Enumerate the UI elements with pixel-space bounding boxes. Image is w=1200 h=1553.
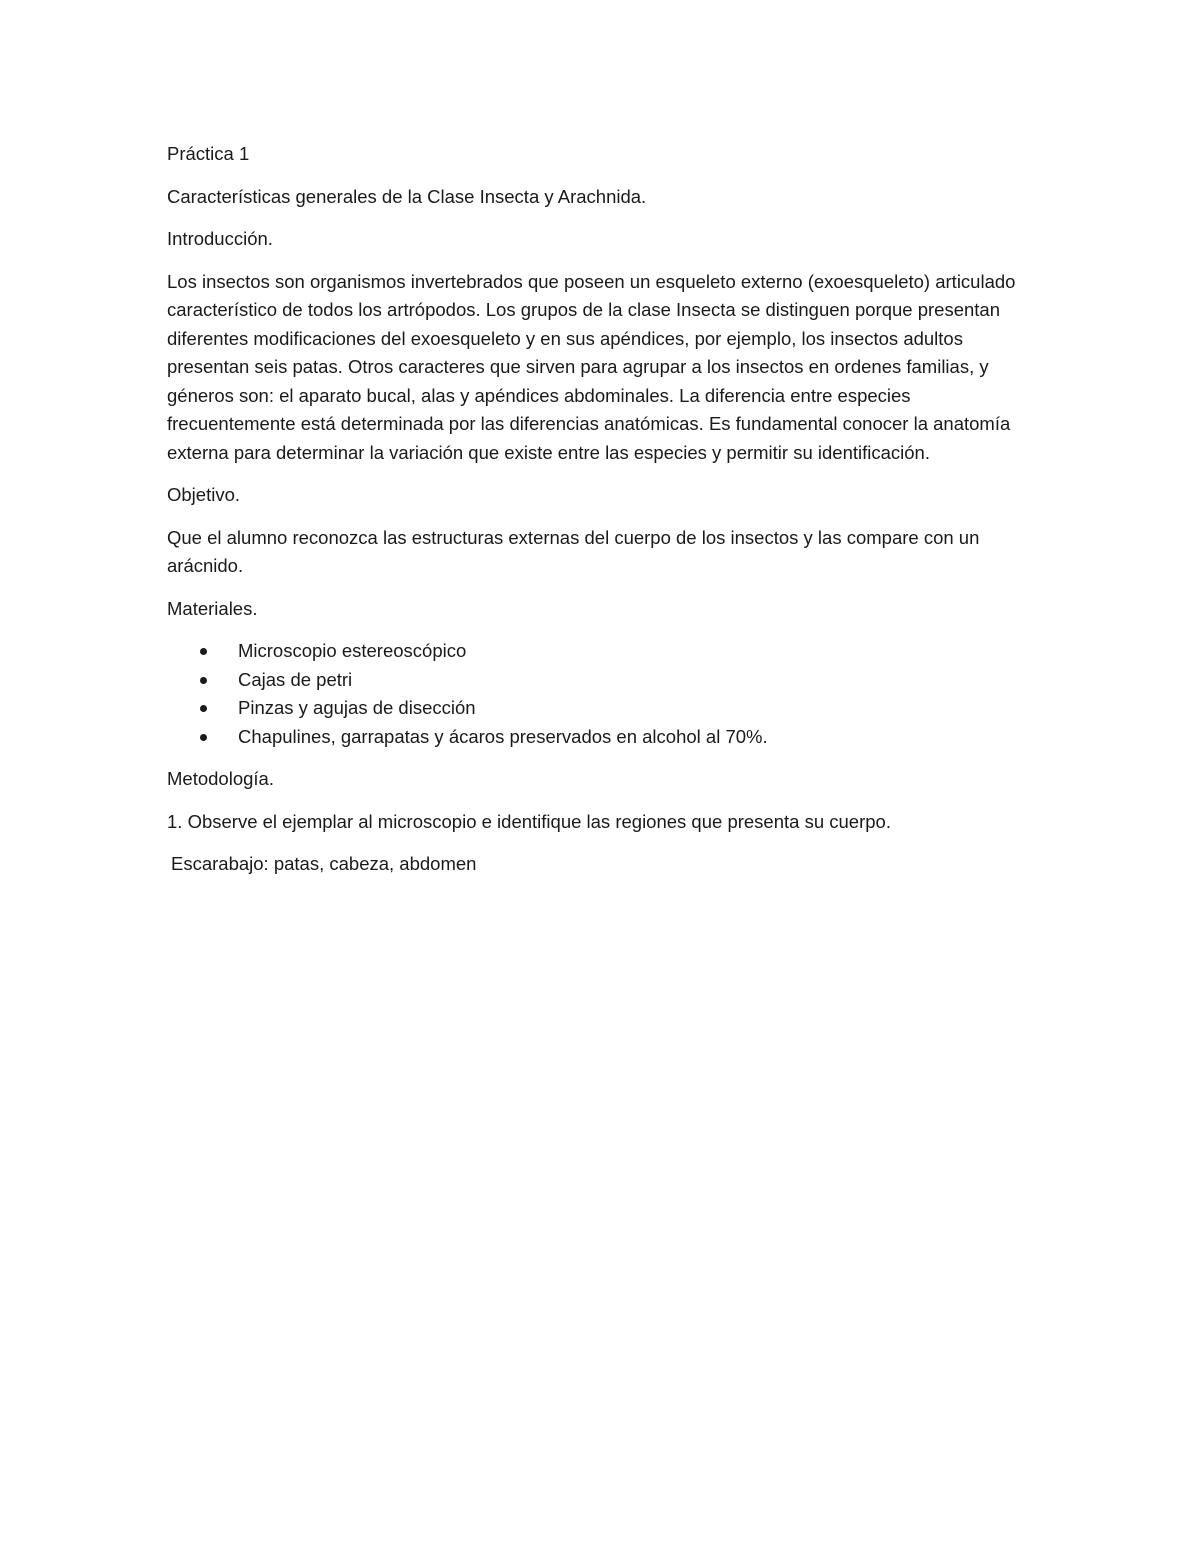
document-body: [167, 140, 1037, 893]
list-item: [167, 723, 1037, 752]
bullet-icon: [200, 648, 207, 655]
intro-paragraph: Los insectos son organismos invertebrados que poseen un esqueleto externo (exoesqueleto) articulado característico de todos los artrópodos. Los grupos de la clase Insecta se distinguen porque presentan diferentes modificaciones del exoesqueleto y en sus apéndices, por ejemplo, los insectos adultos presentan seis patas. Otros caracteres que sirven para agrupar a los insectos en ordenes familias, y géneros son: el aparato bucal, alas y apéndices abdominales. La diferencia entre especies frecuentemente está determinada por las diferencias anatómicas. Es fundamental conocer la anatomía externa para determinar la variación que existe entre las especies y permitir su identificación.: [167, 270, 1016, 463]
practice-subtitle: Características generales de la Clase Insecta y Arachnida.: [167, 185, 647, 207]
material-text: Microscopio estereoscópico: [238, 640, 467, 661]
intro-heading: Introducción.: [167, 228, 273, 249]
material-text: Pinzas y agujas de disección: [238, 697, 476, 718]
practice-title: Práctica 1: [167, 143, 250, 164]
methodology-heading: Metodología.: [167, 768, 274, 789]
bullet-icon: [200, 734, 207, 741]
material-text: Chapulines, garrapatas y ácaros preservados en alcohol al 70%.: [238, 725, 768, 747]
list-item: [167, 694, 1037, 723]
objective-paragraph: Que el alumno reconozca las estructuras externas del cuerpo de los insectos y las compare con un arácnido.: [167, 526, 980, 576]
answer-line: Escarabajo: patas, cabeza, abdomen: [171, 853, 477, 874]
materials-list: [167, 637, 1037, 751]
list-item: [167, 666, 1037, 695]
list-item: [167, 637, 1037, 666]
methodology-step-1: 1. Observe el ejemplar al microscopio e identifique las regiones que presenta su cuerpo.: [167, 810, 891, 832]
objective-heading: Objetivo.: [167, 484, 241, 505]
bullet-icon: [200, 677, 207, 684]
materials-heading: Materiales.: [167, 597, 258, 619]
bullet-icon: [200, 705, 207, 712]
material-text: Cajas de petri: [238, 668, 353, 690]
